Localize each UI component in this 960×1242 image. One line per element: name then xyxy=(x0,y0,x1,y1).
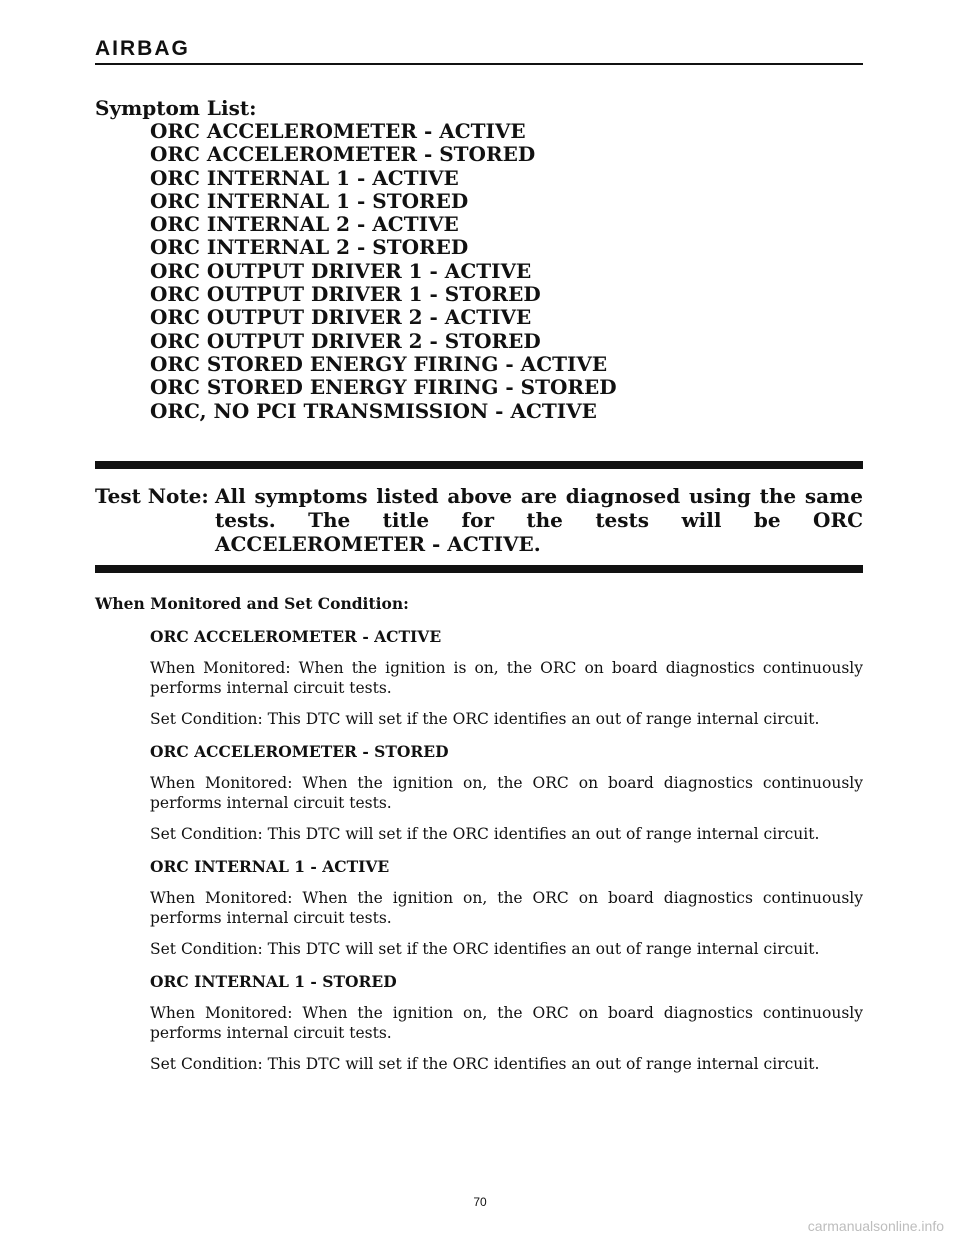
set-condition-text: Set Condition: This DTC will set if the ORC identifies an out of range internal circuit. xyxy=(150,1054,820,1073)
symptom-item: ORC OUTPUT DRIVER 1 - ACTIVE xyxy=(150,258,532,283)
entry-title: ORC INTERNAL 1 - STORED xyxy=(150,972,397,991)
when-monitored-text: When Monitored: When the ignition on, the ORC on board diagnostics continuously performs internal circuit tests. xyxy=(150,773,863,812)
monitoring-entry xyxy=(150,627,863,729)
set-condition-text: Set Condition: This DTC will set if the ORC identifies an out of range internal circuit. xyxy=(150,824,820,843)
entry-title: ORC ACCELEROMETER - ACTIVE xyxy=(150,627,442,646)
symptom-item: ORC OUTPUT DRIVER 2 - ACTIVE xyxy=(150,305,532,330)
symptom-item: ORC STORED ENERGY FIRING - ACTIVE xyxy=(150,351,608,376)
note-bottom-divider xyxy=(95,565,863,573)
symptom-item: ORC OUTPUT DRIVER 1 - STORED xyxy=(150,282,541,307)
monitoring-entry xyxy=(150,742,863,844)
monitoring-entry xyxy=(150,972,863,1074)
symptom-item: ORC INTERNAL 1 - ACTIVE xyxy=(150,165,459,190)
when-monitored-text: When Monitored: When the ignition on, the ORC on board diagnostics continuously performs internal circuit tests. xyxy=(150,888,863,927)
set-condition-text: Set Condition: This DTC will set if the ORC identifies an out of range internal circuit. xyxy=(150,709,820,728)
symptom-item: ORC, NO PCI TRANSMISSION - ACTIVE xyxy=(150,398,597,423)
symptom-item: ORC INTERNAL 2 - ACTIVE xyxy=(150,212,459,237)
when-monitored-text: When Monitored: When the ignition on, the ORC on board diagnostics continuously performs internal circuit tests. xyxy=(150,1003,863,1042)
symptom-item: ORC ACCELEROMETER - STORED xyxy=(150,142,536,167)
watermark: carmanualsonline.info xyxy=(807,1218,944,1234)
page-number: 70 xyxy=(473,1195,487,1209)
symptom-item: ORC STORED ENERGY FIRING - STORED xyxy=(150,375,617,400)
section-title: AIRBAG xyxy=(95,37,190,60)
test-note-label: Test Note: xyxy=(95,484,209,508)
when-monitored-text: When Monitored: When the ignition is on, the ORC on board diagnostics continuously performs internal circuit tests. xyxy=(150,658,863,697)
test-note xyxy=(95,484,863,556)
symptom-item: ORC OUTPUT DRIVER 2 - STORED xyxy=(150,328,541,353)
entry-title: ORC INTERNAL 1 - ACTIVE xyxy=(150,857,390,876)
monitoring-heading: When Monitored and Set Condition: xyxy=(95,594,409,613)
monitoring-section xyxy=(95,594,863,1087)
symptom-list xyxy=(95,120,863,423)
header-divider xyxy=(95,63,863,65)
symptom-item: ORC INTERNAL 2 - STORED xyxy=(150,235,469,260)
set-condition-text: Set Condition: This DTC will set if the ORC identifies an out of range internal circuit. xyxy=(150,939,820,958)
note-top-divider xyxy=(95,461,863,469)
symptom-list-block xyxy=(95,96,863,423)
entry-title: ORC ACCELEROMETER - STORED xyxy=(150,742,449,761)
symptom-item: ORC ACCELEROMETER - ACTIVE xyxy=(150,119,526,143)
symptom-list-label: Symptom List: xyxy=(95,96,257,120)
monitoring-entry xyxy=(150,857,863,959)
test-note-text: All symptoms listed above are diagnosed using the same tests. The title for the tests will be ORC ACCELEROMETER - ACTIVE. xyxy=(215,484,863,556)
symptom-item: ORC INTERNAL 1 - STORED xyxy=(150,188,469,213)
